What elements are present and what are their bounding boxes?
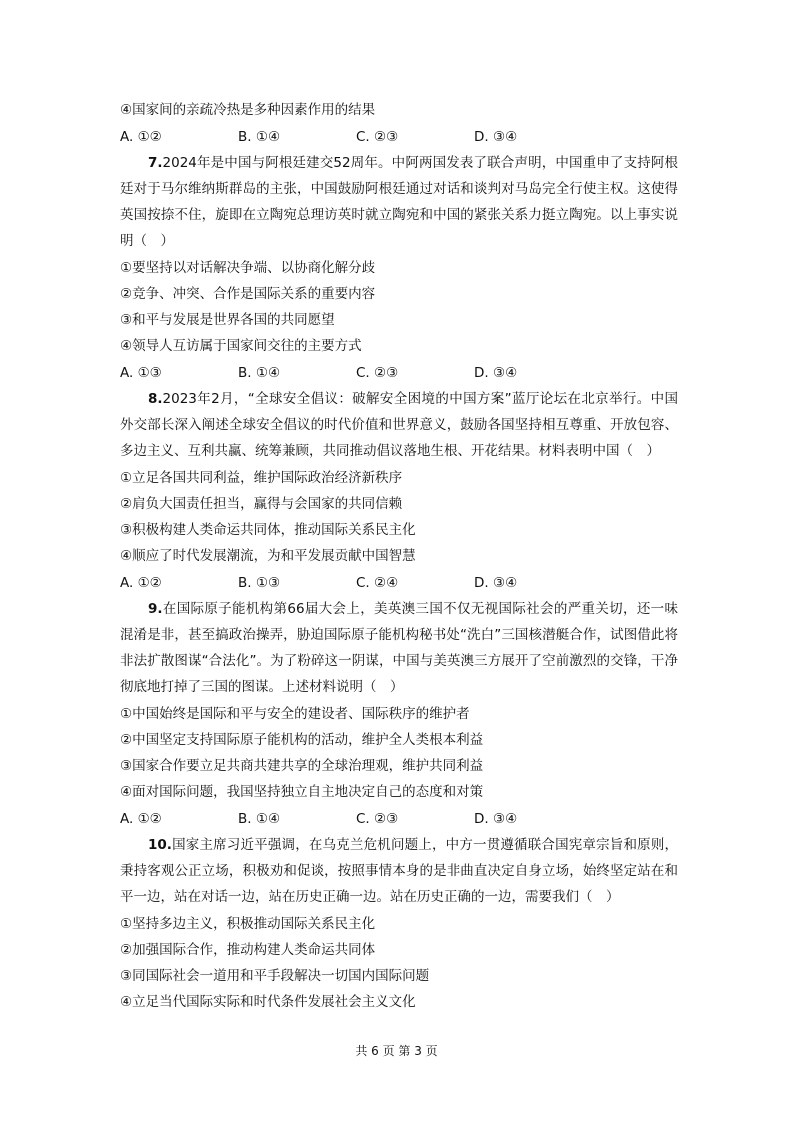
option-b[interactable]: B. ①④ (238, 365, 281, 381)
statement: ④顺应了时代发展潮流，为和平发展贡献中国智慧 (120, 548, 416, 564)
question-number: 9. (148, 601, 163, 617)
question-8-stem (120, 386, 678, 464)
statement: ③同国际社会一道用和平手段解决一切国内国际问题 (120, 968, 430, 984)
statement: ②中国坚定支持国际原子能机构的活动，维护全人类根本利益 (120, 732, 484, 748)
option-b[interactable]: B. ①③ (238, 575, 281, 591)
statement: ④国家间的亲疏冷热是多种因素作用的结果 (120, 102, 376, 118)
option-b[interactable]: B. ①④ (238, 811, 281, 827)
option-c[interactable]: C. ②③ (356, 811, 399, 827)
statement: ②加强国际合作，推动构建人类命运共同体 (120, 942, 376, 958)
question-number: 10. (148, 837, 172, 853)
question-number: 8. (148, 391, 163, 407)
statement: ④领导人互访属于国家间交往的主要方式 (120, 338, 362, 354)
option-c[interactable]: C. ②④ (356, 575, 399, 591)
option-a[interactable]: A. ①② (120, 811, 162, 827)
statement: ②肩负大国责任担当，赢得与会国家的共同信赖 (120, 496, 403, 512)
question-9-stem (120, 596, 678, 700)
option-c[interactable]: C. ②③ (356, 365, 399, 381)
option-b[interactable]: B. ①④ (238, 129, 281, 145)
options-row (120, 364, 680, 382)
statement: ①中国始终是国际和平与安全的建设者、国际秩序的维护者 (120, 706, 470, 722)
statement: ①坚持多边主义，积极推动国际关系民主化 (120, 916, 376, 932)
statement: ①要坚持以对话解决争端、以协商化解分歧 (120, 260, 376, 276)
question-number: 7. (148, 155, 163, 171)
options-row (120, 574, 680, 592)
question-text: 在国际原子能机构第66届大会上，美英澳三国不仅无视国际社会的严重关切，还一味混淆是非，甚至搞政治操弄，胁迫国际原子能机构秘书处“洗白”三国核潜艇合作，试图借此将非法扩散图谋“合法化”。为了粉碎这一阴谋，中国与美英澳三方展开了空前激烈的交锋，干净彻底地打掉了三国的图谋。上述材料说明（ ） (120, 601, 678, 695)
statement: ③和平与发展是世界各国的共同愿望 (120, 312, 335, 328)
option-d[interactable]: D. ③④ (474, 811, 518, 827)
statement: ③积极构建人类命运共同体，推动国际关系民主化 (120, 522, 416, 538)
option-c[interactable]: C. ②③ (356, 129, 399, 145)
question-10-stem (120, 832, 678, 910)
statement: ④面对国际问题，我国坚持独立自主地决定自己的态度和对策 (120, 784, 484, 800)
statement: ①立足各国共同利益，维护国际政治经济新秩序 (120, 470, 403, 486)
statement: ②竞争、冲突、合作是国际关系的重要内容 (120, 286, 376, 302)
page-footer: 共 6 页 第 3 页 (355, 1044, 438, 1058)
options-row (120, 810, 680, 828)
statement: ③国家合作要立足共商共建共享的全球治理观，维护共同利益 (120, 758, 484, 774)
option-a[interactable]: A. ①② (120, 129, 162, 145)
option-a[interactable]: A. ①② (120, 575, 162, 591)
question-7-stem (120, 150, 678, 254)
option-d[interactable]: D. ③④ (474, 129, 518, 145)
option-d[interactable]: D. ③④ (474, 365, 518, 381)
option-d[interactable]: D. ③④ (474, 575, 518, 591)
question-text: 2023年2月，“全球安全倡议：破解安全困境的中国方案”蓝厅论坛在北京举行。中国外交部长深入阐述全球安全倡议的时代价值和世界意义，鼓励各国坚持相互尊重、开放包容、多边主义、互利共赢、统筹兼顾，共同推动倡议落地生根、开花结果。材料表明中国（ ） (120, 391, 678, 459)
question-text: 国家主席习近平强调，在乌克兰危机问题上，中方一贯遵循联合国宪章宗旨和原则，秉持客观公正立场，积极劝和促谈，按照事情本身的是非曲直决定自身立场，始终坚定站在和平一边，站在对话一边，站在历史正确一边。站在历史正确的一边，需要我们（ ） (120, 837, 678, 905)
question-text: 2024年是中国与阿根廷建交52周年。中阿两国发表了联合声明，中国重申了支持阿根廷对于马尔维纳斯群岛的主张，中国鼓励阿根廷通过对话和谈判对马岛完全行使主权。这使得英国按捺不住，旋即在立陶宛总理访英时就立陶宛和中国的紧张关系力挺立陶宛。以上事实说明（ ） (120, 155, 678, 249)
option-a[interactable]: A. ①③ (120, 365, 162, 381)
statement: ④立足当代国际实际和时代条件发展社会主义文化 (120, 994, 416, 1010)
options-row (120, 128, 680, 146)
